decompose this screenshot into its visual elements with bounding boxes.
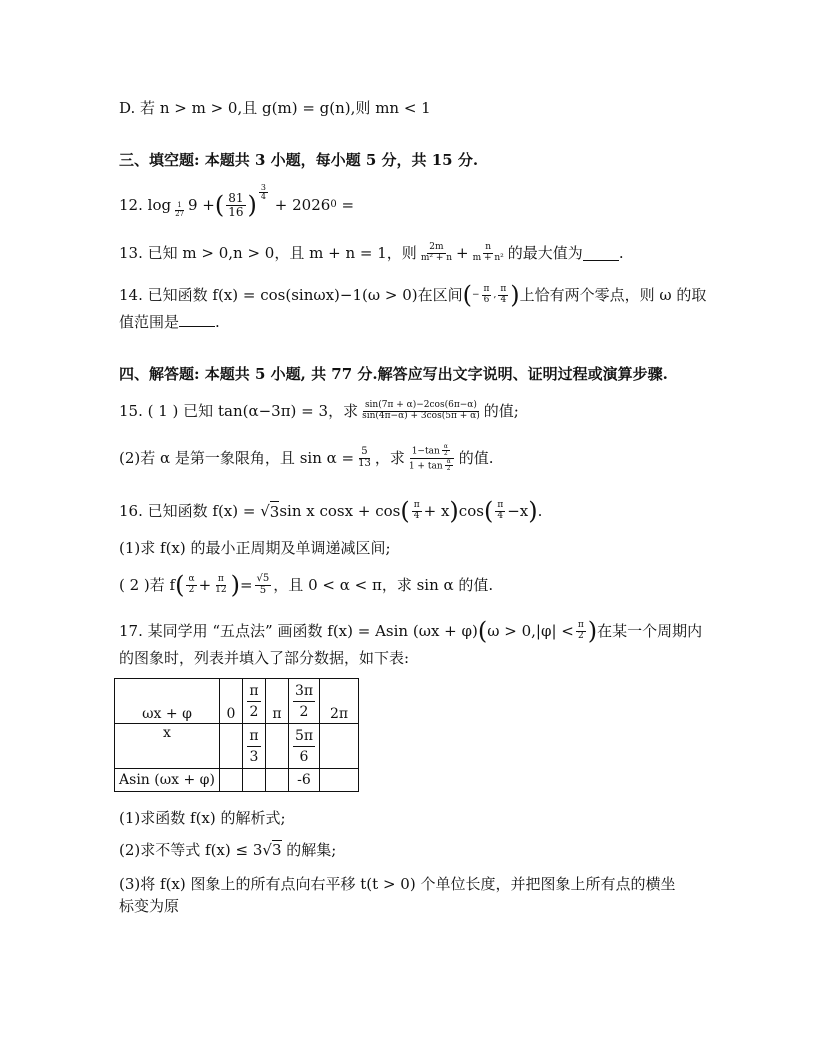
cell-x2-num: 5π [293,726,315,747]
q16-four-a: 4 [413,510,420,521]
q15-p2-num: 5 [361,446,368,457]
q14-a-num: π [483,284,490,295]
q15-p2-half-b [445,459,453,473]
q12-zero-exp: 0 [330,199,337,210]
q12-exponent [259,184,268,202]
q15-p2-fraction [356,447,373,469]
q15-p2-half-a [442,444,450,458]
question-17-part3-line2: 标变为原 [119,897,180,915]
q17-p2-prefix: (2)求不等式 [119,841,201,859]
q16-p2-twelve: 12 [215,584,227,595]
q13-plus: + [456,244,469,262]
option-d [119,98,431,118]
question-17 [119,616,702,646]
q13-suffix: 的最大值为 [507,244,583,262]
q15-p2-alpha-b: α [446,457,451,465]
q12-exp-num: 3 [260,183,267,192]
q15-p1-num: sin(7π + α)−2cos(6π−α) [364,400,477,411]
q15-p2-tan-num: 1−tan [411,446,440,457]
q13-frac1-den: m² + n [420,252,453,263]
table-cell-zero: 0 [220,679,243,724]
q15-p2-prefix: (2)若 α 是第一象限角，且 [119,449,295,467]
q17-function: f(x) = Asin (ωx + φ) [327,622,478,640]
q14-frac-a [482,285,492,305]
q17-p2-ineq: f(x) ≤ 3 [205,841,263,859]
q17-rparen: ) [587,617,598,645]
q13-frac2-den: m + n² [472,252,504,263]
q17-cond: ω > 0,|φ| < [487,622,574,640]
q15-p2-tan-den: 1 + tan [408,460,443,471]
q16-p2-root5-over5: $\frac{√5}{5}$ [256,573,270,596]
q12-frac-den: 16 [228,204,244,219]
q16-plus-x: + x [423,502,450,520]
question-17-part2: (2)求不等式 f(x) ≤ 3√3 的解集; [119,841,337,859]
q14-suffix: 上恰有两个零点，则 ω 的取 [519,286,707,304]
q16-pi-over-4-a [412,501,422,521]
option-d-result: mn < 1 [375,99,431,117]
table-cell-3pi-half [289,679,320,724]
q15-p2-suffix: 的值. [458,449,494,467]
q13-mid2: ，则 [386,244,417,262]
q16-p2-plus: + [198,576,212,594]
q15-p1-equation: tan(α−3π) = 3 [217,402,329,420]
q12-rparen: ) [247,191,257,219]
q16-p2-suffix: ，求 sin α 的值. [381,576,494,594]
q16-four-b: 4 [497,510,504,521]
q16-body: sin x cosx + cos [279,502,401,520]
q14-b-num: π [500,284,507,295]
question-13: 13. 已知 m > 0,n > 0 ，且 m + n = 1 ，则 $\frac{2m}{\text{m² + n}}$ + $\frac{n}{\text{m + n²}}$ 的最大值为 . [119,242,624,263]
q16-end: . [537,502,543,520]
q16-lparen1: ( [400,497,410,525]
q13-cond2: m + n = 1 [309,244,387,262]
table-cell-empty [220,769,243,792]
question-15-part2 [119,436,493,480]
q16-lparen2: ( [483,497,494,525]
q12-log-base [173,202,186,218]
q16-p2-mid: ，且 [273,576,304,594]
table-row [115,769,359,792]
q12-arg: 9 + [188,196,215,214]
table-row3-label: Asin (ωx + φ) [115,769,220,792]
q14-mid: 在区间 [417,286,463,304]
q12-lparen: ( [214,191,225,219]
q15-p2-den: 13 [358,457,371,469]
q17-pi: π [577,620,584,631]
table-cell-empty [320,724,359,769]
q17-suffix: 在某一个周期内 [597,622,703,640]
option-d-cond: n > m > 0 [159,99,238,117]
q13-answer-blank[interactable] [583,246,619,261]
q13-prefix: 13. 已知 [119,244,178,262]
table-cell-empty [220,724,243,769]
q12-base-num: 1 [177,201,182,210]
q15-p2-sin: sin α = [299,449,355,467]
question-14: 14. 已知函数 f(x) = cos(sinωx)−1(ω > 0) 在区间 ( − $\frac{\pi}{6}$ , $\frac{\pi}{4}$ ) 上恰有两个零点，则 ω 的取 [119,281,707,309]
q12-exp-den: 4 [260,192,267,202]
q16-p2-alpha-half [186,575,196,595]
table-cell-pi: π [266,679,289,724]
q15-p2-two-b: 2 [446,464,451,472]
q17-prefix: 17. 某同学用 “五点法” 画函数 [119,622,323,640]
five-point-table [114,678,359,792]
option-d-label: D. 若 [119,99,156,117]
table-cell-empty [266,769,289,792]
q17-p2-root: 3 [271,841,282,859]
q12-frac-num: 81 [228,190,244,205]
q15-p1-mid: ，求 [328,402,359,420]
q14-rparen: ) [510,281,520,309]
cell-x1-num: π [247,726,260,747]
option-d-then: ,则 [350,99,371,117]
q12-log: log [147,196,172,214]
cell-x1-den: 3 [249,748,259,765]
q17-lparen: ( [477,617,488,645]
q16-p2-rparen: ) [230,571,240,599]
q16-fx: f(x) = [212,502,256,520]
table-cell-x2 [289,724,320,769]
q14-frac-b [498,285,508,305]
q15-p1-den: sin(4π−α) + 3cos(5π + α) [362,410,480,421]
q14-prefix: 14. 已知函数 [119,286,208,304]
q16-rparen1: ) [449,497,459,525]
q16-p2-lparen: ( [175,571,185,599]
q14-answer-blank[interactable] [179,312,215,327]
cell-pi-half-num: π [247,681,260,702]
q12-equals: = [341,196,355,214]
q15-p2-tan-fraction [407,444,457,472]
question-17-part3: (3)将 f(x) 图象上的所有点向右平移 t(t > 0) 个单位长度，并把图象上所有点的横坐 [119,875,676,893]
q16-pi-a: π [413,500,420,511]
table-row [115,724,359,769]
q15-p2-mid: ，求 [374,449,405,467]
question-17-part1: (1)求函数 f(x) 的解析式; [119,809,286,827]
option-d-mid: ,且 [237,99,258,117]
table-row2-label: x [115,724,220,769]
option-d-eq: g(m) = g(n) [262,99,351,117]
q15-p1-prefix: 15. ( 1 ) 已知 [119,402,214,420]
cell-x2-den: 6 [299,748,309,765]
section-4-title: 四、解答题: 本题共 5 小题, 共 77 分.解答应写出文字说明、证明过程或演算步骤. [119,365,668,383]
q16-p2-root-num: 5 [262,573,270,584]
table-cell-empty [243,769,266,792]
q12-fraction [226,192,245,218]
q16-cos2: cos [458,502,484,520]
q16-p2-pi-12 [213,575,228,595]
q16-p2-pi: π [217,574,224,585]
q17-two: 2 [577,630,584,641]
q13-frac2-num: n [485,242,492,253]
table-cell-2pi: 2π [320,679,359,724]
q16-rparen2: ) [528,497,538,525]
q15-p1-fraction [360,401,482,421]
table-row1-label: ωx + φ [115,679,220,724]
table-cell-pi-half [243,679,266,724]
question-16-part2 [119,570,493,600]
q13-frac1 [419,243,454,263]
q12-number: 12. [119,196,143,214]
q16-prefix: 16. 已知函数 [119,502,208,520]
q14-lparen: ( [462,281,472,309]
q13-mid: ，且 [274,244,305,262]
q13-cond1: m > 0,n > 0 [182,244,275,262]
q15-p1-suffix: 的值; [483,402,519,420]
section-3-title: 三、填空题: 本题共 3 小题，每小题 5 分，共 15 分. [119,151,479,169]
q16-pi-over-4-b [495,501,505,521]
table-cell-value: -6 [289,769,320,792]
q16-p2-alpha: α [188,574,195,585]
question-17-line2: 的图象时，列表并填入了部分数据，如下表: [119,649,410,667]
q14-line2-text: 值范围是 [119,313,180,331]
q16-p2-equals: = [239,576,253,594]
q12-plus: + 2026 [274,196,331,214]
cell-3pi-num: 3π [293,681,315,702]
q16-p2-two: 2 [188,584,195,595]
q16-p2-prefix: ( 2 )若 f [119,576,176,594]
q17-pi-half [576,621,586,641]
q16-pi-b: π [497,500,504,511]
cell-3pi-den: 2 [299,703,309,720]
q14-function: f(x) = cos(sinωx)−1(ω > 0) [212,286,418,304]
q13-frac1-num: 2m [429,242,444,253]
q12-base-den: 27 [175,209,184,218]
cell-pi-half-den: 2 [249,703,259,720]
q15-p2-two-a: 2 [443,450,448,458]
question-12 [119,183,355,222]
question-15-part1 [119,396,519,426]
question-16: 16. 已知函数 f(x) = √ 3 sin x cosx + cos ( $\frac{\pi}{4}$ + x ) cos ( $\frac{\pi}{4}$ −x ) . [119,497,543,525]
table-row [115,679,359,724]
q15-p2-alpha-a: α [443,442,448,450]
q14-b-den: 4 [500,294,507,305]
q13-frac2 [471,243,506,263]
table-cell-empty [266,724,289,769]
q16-p2-cond: 0 < α < π [308,576,382,594]
table-cell-x1 [243,724,266,769]
q16-p2-root-den: 5 [259,584,267,596]
q16-sqrt3: 3 [269,502,280,521]
q16-minus-x: −x [507,502,529,520]
q17-p2-suffix: 的解集; [286,841,337,859]
question-16-part1: (1)求 f(x) 的最小正周期及单调递减区间; [119,539,391,557]
table-cell-empty [320,769,359,792]
question-14-line2: 值范围是 . [119,313,220,331]
q14-a-den: 6 [483,294,490,305]
